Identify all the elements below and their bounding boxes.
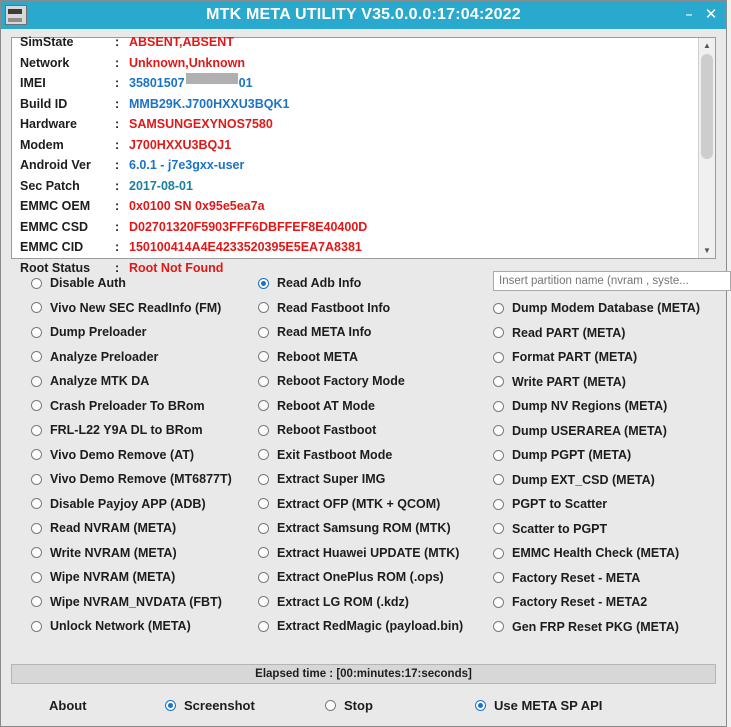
radio-icon[interactable] <box>31 523 42 534</box>
screenshot-radio[interactable] <box>165 698 325 713</box>
option-label: Format PART (META) <box>512 350 638 365</box>
option-write-nvram[interactable] <box>11 541 246 566</box>
info-label: IMEI <box>20 76 46 90</box>
info-value: 35801507 <box>129 76 185 90</box>
info-row <box>20 135 715 156</box>
info-label: Android Ver <box>20 158 91 172</box>
option-dump-pgpt[interactable] <box>481 443 716 468</box>
radio-icon[interactable] <box>493 352 504 363</box>
radio-icon[interactable] <box>258 547 269 558</box>
radio-icon[interactable] <box>258 572 269 583</box>
info-row <box>20 217 715 238</box>
option-read-part[interactable] <box>481 321 716 346</box>
option-label: EMMC Health Check (META) <box>512 546 680 561</box>
option-dump-ext-csd[interactable] <box>481 468 716 493</box>
option-label: Extract Huawei UPDATE (MTK) <box>277 545 460 560</box>
radio-icon[interactable] <box>475 700 486 711</box>
bottom-bar <box>1 684 726 726</box>
radio-icon[interactable] <box>493 474 504 485</box>
option-label: Read META Info <box>277 325 372 340</box>
option-label: Factory Reset - META <box>512 570 641 585</box>
option-label: PGPT to Scatter <box>512 497 608 512</box>
option-write-part[interactable] <box>481 370 716 395</box>
option-factory-reset-meta[interactable] <box>481 566 716 591</box>
info-row <box>20 237 715 258</box>
option-label: Wipe NVRAM (META) <box>50 570 176 585</box>
option-label: Reboot META <box>277 349 359 364</box>
info-colon: : <box>115 240 120 254</box>
info-label: Modem <box>20 137 64 152</box>
screenshot-label: Screenshot <box>184 697 255 713</box>
radio-icon[interactable] <box>493 303 504 314</box>
scrollbar-thumb[interactable] <box>701 54 713 159</box>
info-label: SimState <box>20 35 74 49</box>
info-value: Unknown,Unknown <box>129 55 245 70</box>
scroll-up-icon[interactable]: ▲ <box>699 38 715 53</box>
option-vivo-new-sec-readinfo[interactable] <box>11 296 246 321</box>
use-meta-sp-api-radio[interactable] <box>475 698 675 713</box>
option-label: Analyze Preloader <box>50 349 159 364</box>
stop-label: Stop <box>344 697 373 713</box>
info-value: MMB29K.J700HXXU3BQK1 <box>129 96 290 111</box>
option-extract-samsung-rom[interactable] <box>246 516 481 541</box>
radio-icon[interactable] <box>258 400 269 411</box>
radio-icon[interactable] <box>31 621 42 632</box>
option-vivo-demo-remove-mt6877t[interactable] <box>11 467 246 492</box>
radio-icon[interactable] <box>258 621 269 632</box>
option-label: Read Fastboot Info <box>277 300 391 315</box>
option-label: Reboot AT Mode <box>277 398 375 413</box>
radio-icon[interactable] <box>493 401 504 412</box>
info-colon: : <box>115 158 120 172</box>
radio-icon[interactable] <box>258 425 269 436</box>
radio-icon[interactable] <box>31 327 42 338</box>
option-label: Extract OFP (MTK + QCOM) <box>277 496 441 511</box>
option-label: Gen FRP Reset PKG (META) <box>512 619 679 634</box>
option-label: Wipe NVRAM_NVDATA (FBT) <box>50 594 222 609</box>
option-label: Exit Fastboot Mode <box>277 447 393 462</box>
option-label: Reboot Factory Mode <box>277 374 405 389</box>
option-label: Disable Auth <box>50 276 126 291</box>
about-label: About <box>49 697 87 713</box>
radio-icon[interactable] <box>493 597 504 608</box>
info-row <box>20 196 715 217</box>
option-format-part[interactable] <box>481 345 716 370</box>
info-colon: : <box>115 117 120 131</box>
options-column-3 <box>481 271 716 660</box>
options-column-2 <box>246 271 481 660</box>
option-reboot-factory-mode[interactable] <box>246 369 481 394</box>
info-row <box>20 155 715 176</box>
stop-radio[interactable] <box>325 698 475 713</box>
option-factory-reset-meta2[interactable] <box>481 590 716 615</box>
meta-label: Use META SP API <box>494 697 603 713</box>
radio-icon[interactable] <box>258 278 269 289</box>
option-label: Extract Samsung ROM (MTK) <box>277 521 451 536</box>
scroll-down-icon[interactable]: ▼ <box>699 243 715 258</box>
info-colon: : <box>115 178 120 193</box>
option-label: Write PART (META) <box>512 374 626 389</box>
info-panel-scrollbar[interactable] <box>698 38 715 258</box>
info-value: 2017-08-01 <box>129 178 193 193</box>
option-label: Extract Super IMG <box>277 472 386 487</box>
radio-icon[interactable] <box>258 498 269 509</box>
option-gen-frp-reset-pkg[interactable] <box>481 615 716 640</box>
option-label: Extract LG ROM (.kdz) <box>277 594 409 609</box>
option-dump-nv-regions[interactable] <box>481 394 716 419</box>
app-icon <box>5 5 27 25</box>
info-value: 150100414A4E4233520395E5EA7A8381 <box>129 240 362 254</box>
option-unlock-network[interactable] <box>11 614 246 639</box>
title-bar <box>1 1 726 29</box>
option-scatter-to-pgpt[interactable] <box>481 517 716 542</box>
option-vivo-demo-remove-at[interactable] <box>11 443 246 468</box>
option-label: FRL-L22 Y9A DL to BRom <box>50 423 203 438</box>
window-controls <box>681 7 726 23</box>
radio-icon[interactable] <box>31 474 42 485</box>
info-label: Hardware <box>20 117 77 131</box>
option-label: Dump USERAREA (META) <box>512 423 667 438</box>
info-colon: : <box>115 137 120 152</box>
option-pgpt-to-scatter[interactable] <box>481 492 716 517</box>
option-label: Dump Modem Database (META) <box>512 301 700 316</box>
radio-icon[interactable] <box>31 302 42 313</box>
option-label: Vivo Demo Remove (AT) <box>50 447 195 462</box>
option-label: Reboot Fastboot <box>277 423 377 438</box>
about-button[interactable] <box>15 698 165 713</box>
radio-icon[interactable] <box>258 302 269 313</box>
radio-icon[interactable] <box>493 621 504 632</box>
device-info-panel <box>11 35 716 275</box>
info-row <box>20 53 715 74</box>
radio-icon[interactable] <box>258 327 269 338</box>
radio-icon[interactable] <box>493 327 504 338</box>
option-label: Dump NV Regions (META) <box>512 399 668 414</box>
radio-icon[interactable] <box>325 700 336 711</box>
radio-icon[interactable] <box>31 351 42 362</box>
option-frl-l22-y9a-dl-to-brom[interactable] <box>11 418 246 443</box>
option-label: Dump EXT_CSD (META) <box>512 472 655 487</box>
option-reboot-at-mode[interactable] <box>246 394 481 419</box>
close-icon[interactable]: ✕ <box>704 5 718 23</box>
option-label: Extract RedMagic (payload.bin) <box>277 619 464 634</box>
info-label: EMMC CID <box>20 240 84 254</box>
info-value: 6.0.1 - j7e3gxx-user <box>129 158 245 172</box>
options-column-1 <box>11 271 246 660</box>
option-crash-preloader-to-brom[interactable] <box>11 394 246 419</box>
redacted-block <box>186 73 238 84</box>
status-bar: Elapsed time : [00:minutes:17:seconds] <box>11 664 716 684</box>
info-row <box>20 176 715 197</box>
info-row <box>20 32 715 53</box>
option-extract-redmagic[interactable] <box>246 614 481 639</box>
main-content <box>1 29 726 660</box>
option-read-meta-info[interactable] <box>246 320 481 345</box>
radio-icon[interactable] <box>31 498 42 509</box>
radio-icon[interactable] <box>493 499 504 510</box>
option-wipe-nvram-nvdata[interactable] <box>11 590 246 615</box>
info-colon: : <box>115 55 120 70</box>
info-label: EMMC OEM <box>20 199 91 213</box>
info-label: Build ID <box>20 96 68 111</box>
radio-icon[interactable] <box>258 596 269 607</box>
radio-icon[interactable] <box>31 278 42 289</box>
radio-icon[interactable] <box>31 547 42 558</box>
info-colon: : <box>115 96 120 111</box>
minimize-icon[interactable]: – <box>685 5 693 23</box>
info-value: J700HXXU3BQJ1 <box>129 137 232 152</box>
option-analyze-preloader[interactable] <box>11 345 246 370</box>
option-dump-preloader[interactable] <box>11 320 246 345</box>
radio-icon[interactable] <box>31 400 42 411</box>
radio-icon[interactable] <box>31 449 42 460</box>
radio-icon[interactable] <box>31 376 42 387</box>
info-value: D02701320F5903FFF6DBFFEF8E40400D <box>129 219 368 234</box>
info-value: SAMSUNGEXYNOS7580 <box>129 117 273 131</box>
option-extract-oneplus-rom[interactable] <box>246 565 481 590</box>
option-label: Read Adb Info <box>277 276 362 291</box>
option-extract-huawei-update[interactable] <box>246 541 481 566</box>
option-label: Read NVRAM (META) <box>50 521 177 536</box>
option-dump-userarea[interactable] <box>481 419 716 444</box>
radio-icon[interactable] <box>165 700 176 711</box>
option-label: Unlock Network (META) <box>50 619 191 634</box>
option-extract-ofp[interactable] <box>246 492 481 517</box>
option-label: Disable Payjoy APP (ADB) <box>50 496 206 511</box>
option-wipe-nvram[interactable] <box>11 565 246 590</box>
radio-icon[interactable] <box>258 376 269 387</box>
radio-icon[interactable] <box>493 572 504 583</box>
info-label: Root Status <box>20 260 91 275</box>
option-disable-payjoy-app[interactable] <box>11 492 246 517</box>
radio-icon[interactable] <box>493 376 504 387</box>
option-label: Vivo New SEC ReadInfo (FM) <box>50 300 222 315</box>
info-row <box>20 114 715 135</box>
info-value-suffix: 01 <box>238 76 253 90</box>
option-label: Dump PGPT (META) <box>512 448 632 463</box>
info-label: Network <box>20 55 70 70</box>
radio-icon[interactable] <box>258 523 269 534</box>
radio-icon[interactable] <box>258 351 269 362</box>
device-info-list <box>12 28 715 278</box>
option-exit-fastboot-mode[interactable] <box>246 443 481 468</box>
radio-icon[interactable] <box>493 450 504 461</box>
radio-icon[interactable] <box>493 523 504 534</box>
info-value: ABSENT,ABSENT <box>129 35 234 49</box>
option-extract-lg-rom[interactable] <box>246 590 481 615</box>
option-label: Analyze MTK DA <box>50 374 150 389</box>
radio-icon[interactable] <box>258 474 269 485</box>
option-analyze-mtk-da[interactable] <box>11 369 246 394</box>
option-label: Factory Reset - META2 <box>512 595 648 610</box>
radio-icon[interactable] <box>258 449 269 460</box>
info-value: 0x0100 SN 0x95e5ea7a <box>129 199 265 213</box>
info-row <box>20 73 715 94</box>
option-label: Dump Preloader <box>50 325 147 340</box>
option-reboot-fastboot[interactable] <box>246 418 481 443</box>
info-row <box>20 94 715 115</box>
option-label: Extract OnePlus ROM (.ops) <box>277 570 444 585</box>
info-colon: : <box>115 219 120 234</box>
info-label: Sec Patch <box>20 178 80 193</box>
info-label: EMMC CSD <box>20 219 89 234</box>
window-title: MTK META UTILITY V35.0.0.0:17:04:2022 <box>206 6 521 23</box>
info-colon: : <box>115 35 120 49</box>
option-label: Scatter to PGPT <box>512 521 608 536</box>
option-read-fastboot-info[interactable] <box>246 296 481 321</box>
option-dump-modem-database[interactable] <box>481 296 716 321</box>
option-label: Vivo Demo Remove (MT6877T) <box>50 472 232 487</box>
info-colon: : <box>115 260 120 275</box>
option-label: Write NVRAM (META) <box>50 545 177 560</box>
info-value: Root Not Found <box>129 260 224 275</box>
option-read-nvram[interactable] <box>11 516 246 541</box>
info-row <box>20 258 715 279</box>
option-label: Crash Preloader To BRom <box>50 398 205 413</box>
option-label: Read PART (META) <box>512 325 626 340</box>
option-reboot-meta[interactable] <box>246 345 481 370</box>
options-area <box>11 271 716 660</box>
radio-icon[interactable] <box>493 548 504 559</box>
option-extract-super-img[interactable] <box>246 467 481 492</box>
radio-icon[interactable] <box>493 425 504 436</box>
option-emmc-health-check[interactable] <box>481 541 716 566</box>
info-colon: : <box>115 76 120 90</box>
radio-icon[interactable] <box>31 425 42 436</box>
info-colon: : <box>115 199 120 213</box>
radio-icon[interactable] <box>31 572 42 583</box>
radio-icon[interactable] <box>31 596 42 607</box>
